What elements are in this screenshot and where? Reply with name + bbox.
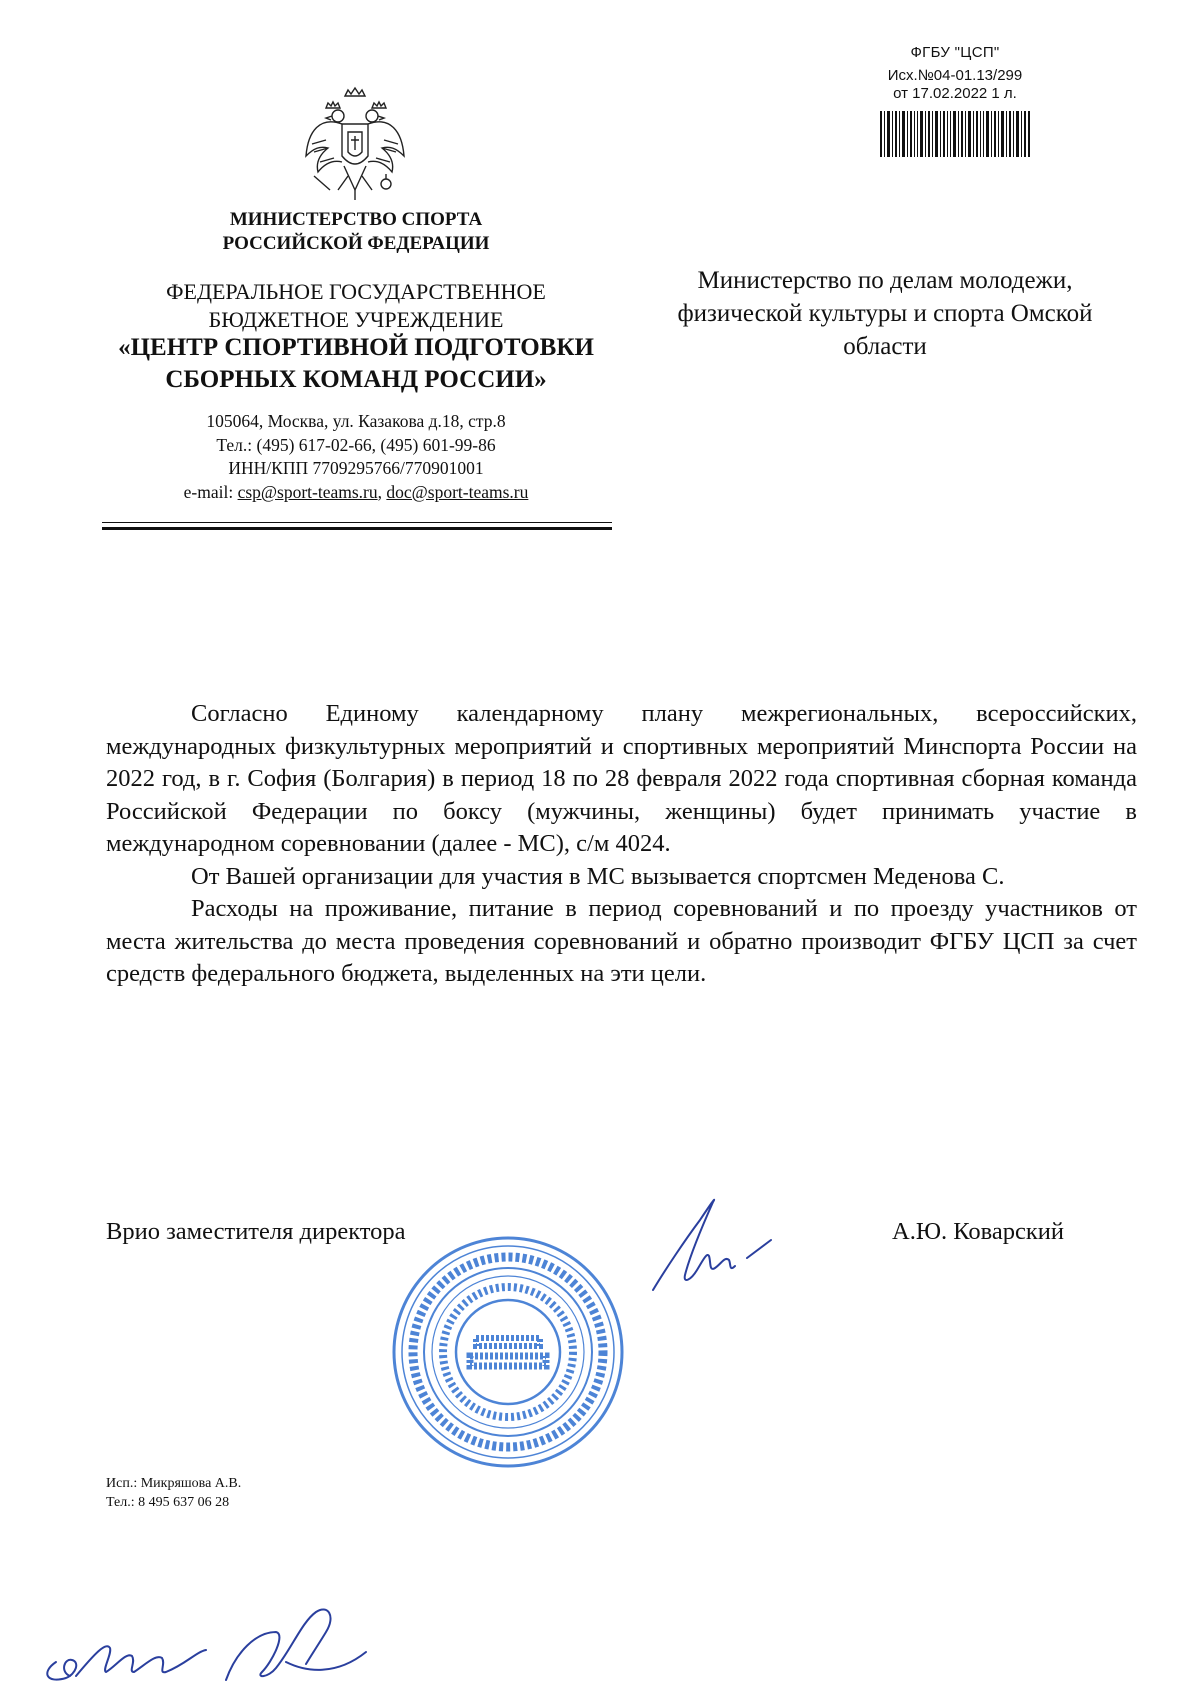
email-link-doc[interactable]: doc@sport-teams.ru xyxy=(386,481,529,502)
ministry-line1: МИНИСТЕРСТВО СПОРТА xyxy=(229,209,483,230)
executor-info xyxy=(106,1474,241,1512)
org-type-line2: БЮДЖЕТНОЕ УЧРЕЖДЕНИЕ xyxy=(208,307,504,332)
registration-org: ФГБУ "ЦСП" xyxy=(910,44,1000,61)
address: 105064, Москва, ул. Казакова д.18, стр.8 xyxy=(206,411,506,431)
email-link-csp[interactable]: csp@sport-teams.ru xyxy=(237,481,378,502)
phone: Тел.: (495) 617-02-66, (495) 601-99-86 xyxy=(216,434,496,455)
center-line2: СБОРНЫХ КОМАНД РОССИИ» xyxy=(165,366,547,393)
paragraph-2: От Вашей организации для участия в МС вызывается спортсмен Меденова С. xyxy=(191,862,1005,890)
email-line xyxy=(100,481,612,505)
ministry-name xyxy=(100,208,612,256)
email-separator: , xyxy=(377,481,387,502)
org-type-line1: ФЕДЕРАЛЬНОЕ ГОСУДАРСТВЕННОЕ xyxy=(166,279,546,304)
letter-body xyxy=(106,698,1137,991)
organization-name xyxy=(100,332,612,396)
ministry-line2: РОССИЙСКОЙ ФЕДЕРАЦИИ xyxy=(222,233,490,254)
paragraph-3: Расходы на проживание, питание в период соревнований и по проезду участников от места жительства до места проведения соревнований и обратно производит ФГБУ ЦСП за счет средств федерального бюджета, выделенных на эти цели. xyxy=(106,895,1137,987)
executor-name: Исп.: Микряшова А.В. xyxy=(106,1476,242,1491)
email-prefix: e-mail: xyxy=(183,481,238,502)
contact-details xyxy=(100,410,612,504)
center-line1: «ЦЕНТР СПОРТИВНОЙ ПОДГОТОВКИ xyxy=(118,334,594,361)
paragraph-1: Согласно Единому календарному плану межрегиональных, всероссийских, международных физкультурных мероприятий и спортивных мероприятий Минспорта России на 2022 год, в г. София (Болгария) в период 18 по 28 февраля 2022 года спортивная сборная команда Российской Федерации по боксу (мужчины, женщины) будет принимать участие в международном соревновании (далее - МС), с/м 4024. xyxy=(106,700,1137,857)
addressee xyxy=(630,264,1140,363)
addressee-line2: физической культуры и спорта Омской xyxy=(677,300,1093,327)
registration-date: от 17.02.2022 1 л. xyxy=(893,85,1017,102)
addressee-line3: области xyxy=(843,333,927,360)
handwritten-initials xyxy=(36,1592,376,1692)
coat-of-arms-icon xyxy=(300,86,410,204)
inn: ИНН/КПП 7709295766/770901001 xyxy=(228,458,484,478)
header-divider-thick xyxy=(102,527,612,530)
official-stamp xyxy=(388,1232,628,1472)
executor-phone: Тел.: 8 495 637 06 28 xyxy=(106,1495,230,1510)
barcode xyxy=(880,111,1030,157)
registration-number: Исх.№04-01.13/299 xyxy=(887,67,1023,84)
registration-block xyxy=(845,44,1065,157)
header-divider-thin xyxy=(102,522,612,523)
signatory-role: Врио заместителя директора xyxy=(106,1218,406,1245)
handwritten-signature xyxy=(645,1180,795,1300)
signatory-name: А.Ю. Коварский xyxy=(892,1218,1064,1245)
organization-type xyxy=(100,278,612,334)
addressee-line1: Министерство по делам молодежи, xyxy=(697,267,1073,294)
